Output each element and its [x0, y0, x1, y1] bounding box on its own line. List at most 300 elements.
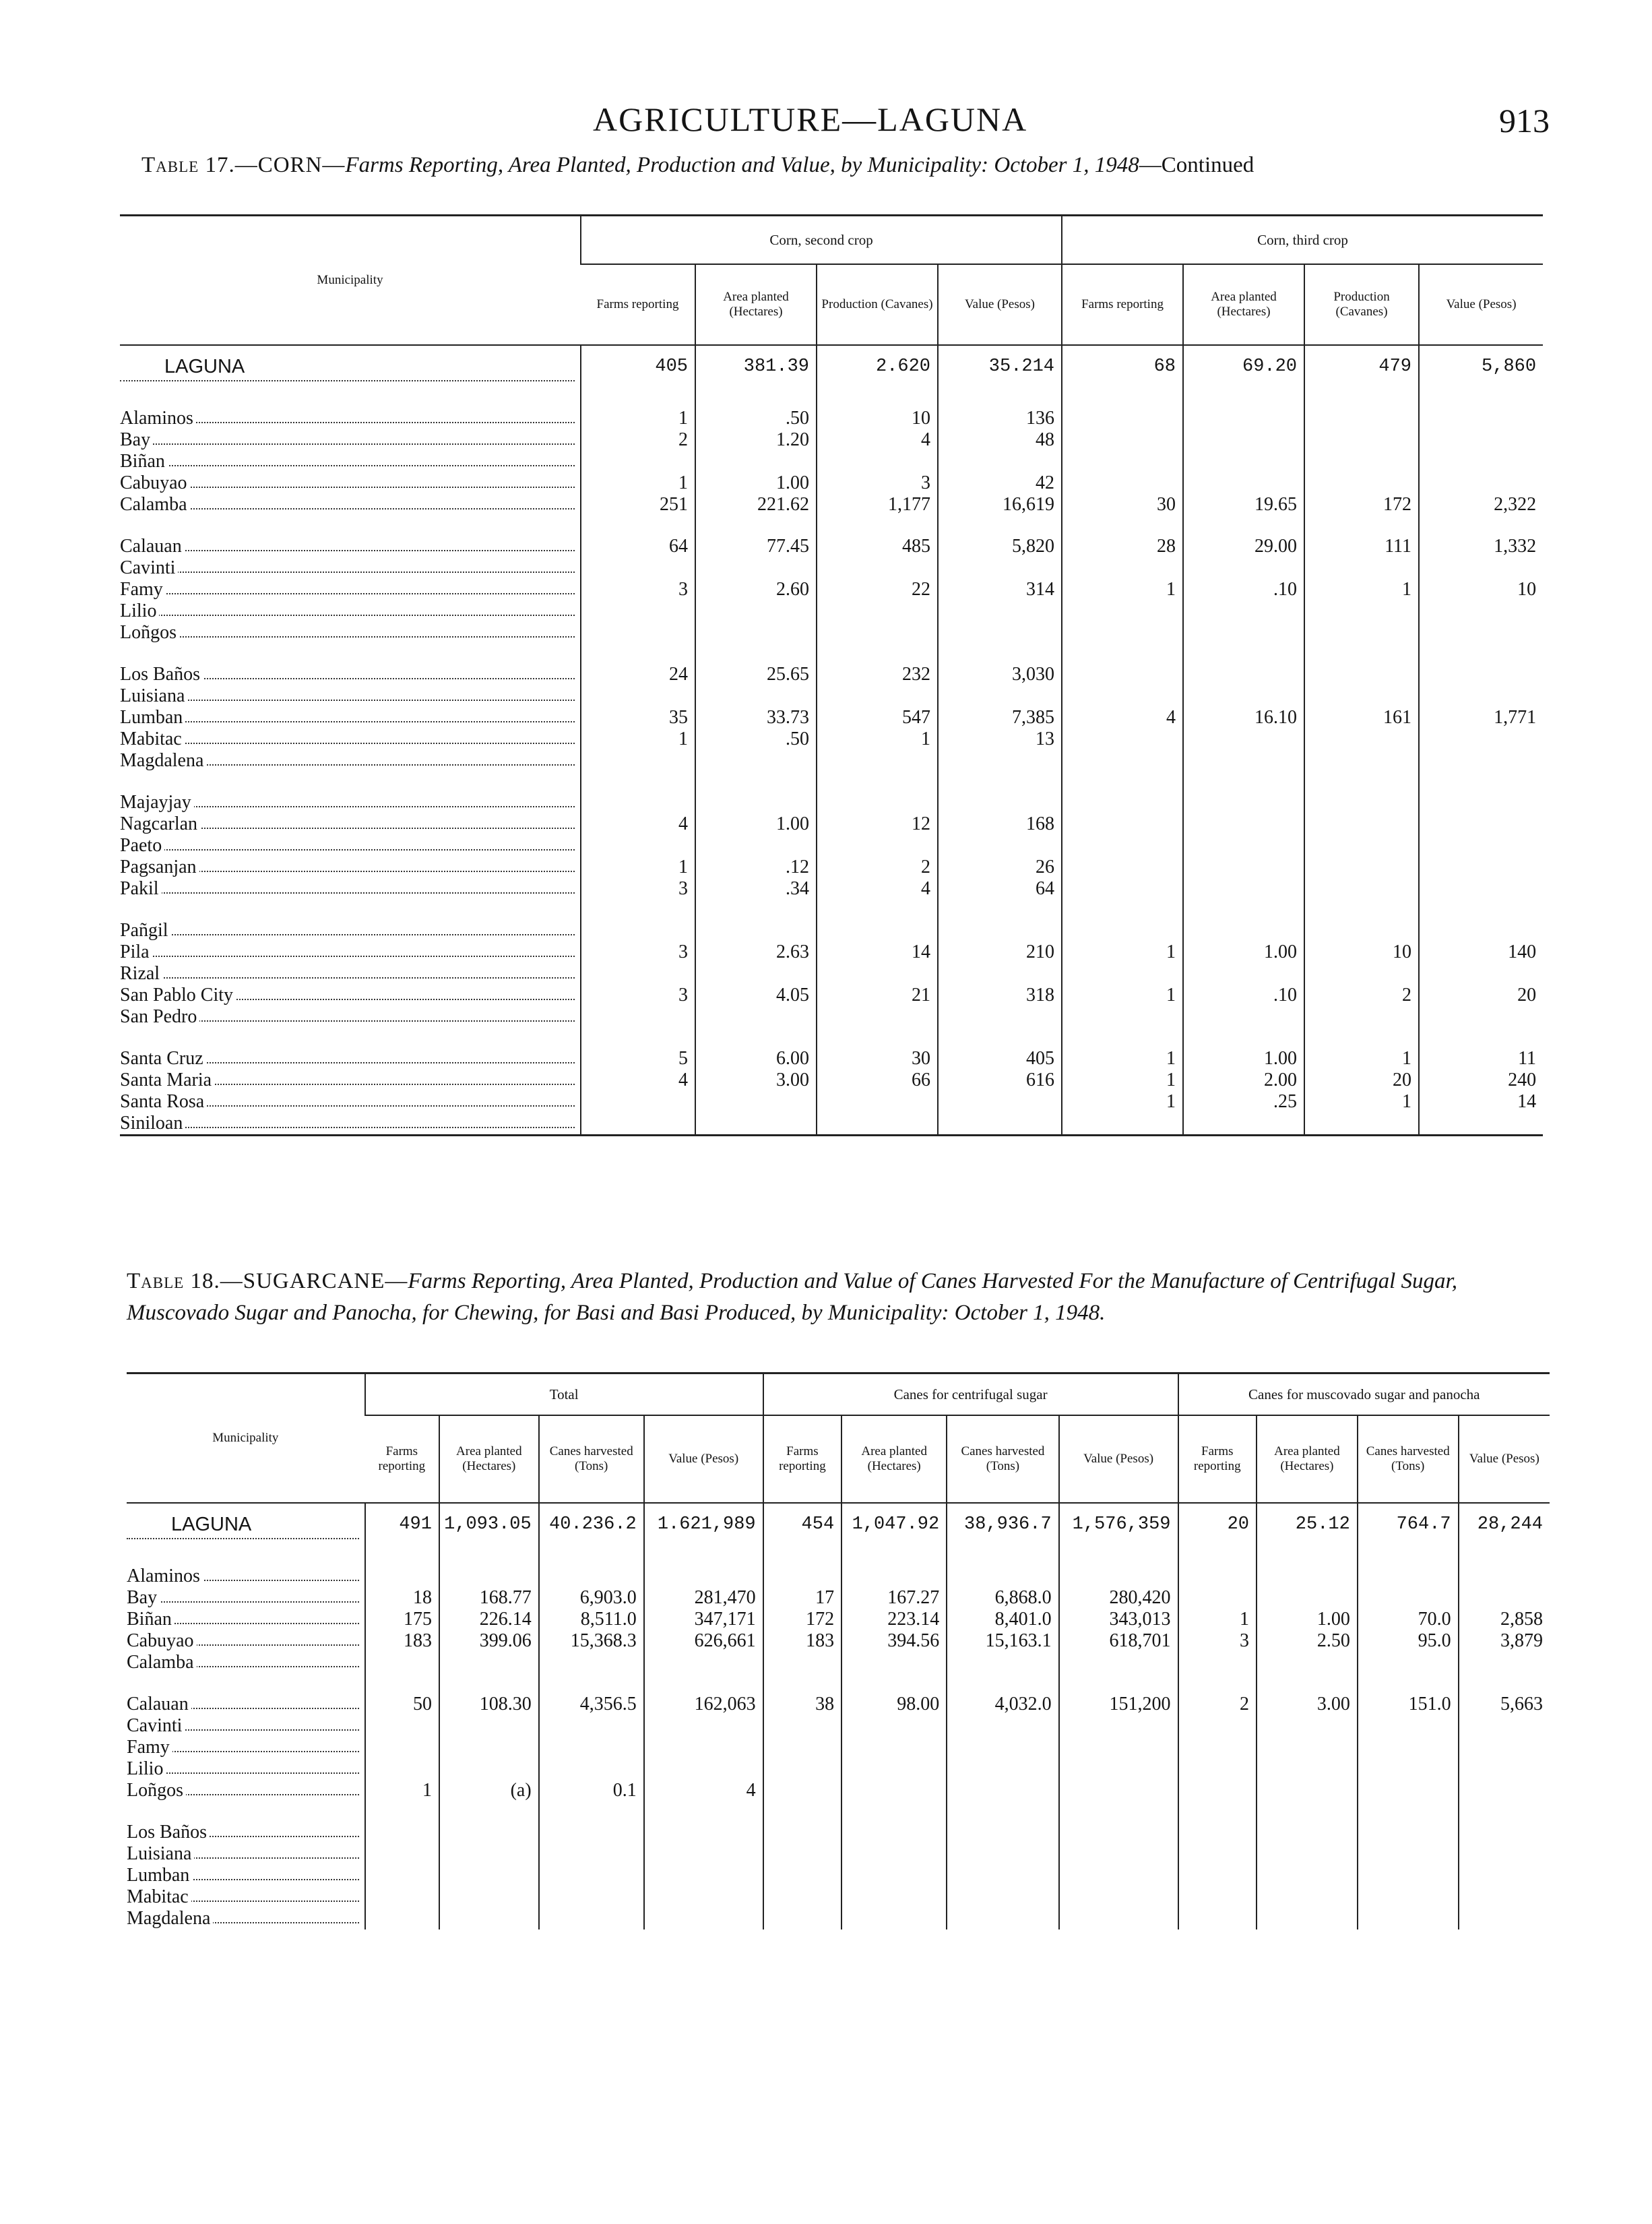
table-cell: 14	[1419, 1091, 1543, 1113]
table-cell: 18	[365, 1587, 439, 1609]
spacer-cell	[947, 1545, 1058, 1566]
table-cell	[1062, 664, 1183, 685]
municipality-label: Loñgos	[127, 1780, 186, 1801]
table-cell	[1419, 857, 1543, 878]
table-cell	[1178, 1780, 1257, 1801]
spacer-cell	[1062, 388, 1183, 408]
table-cell	[1257, 1566, 1358, 1587]
table-cell	[1358, 1758, 1459, 1780]
table-cell: .50	[695, 729, 817, 750]
spacer-cell	[1358, 1673, 1459, 1694]
row-spacer	[120, 516, 1543, 536]
table-cell: 7,385	[938, 707, 1062, 729]
municipality-label: Pakil	[120, 878, 162, 899]
table-cell	[1304, 920, 1419, 941]
table-cell: 318	[938, 985, 1062, 1006]
table-cell	[581, 963, 695, 985]
table-cell: 5	[581, 1048, 695, 1070]
table-cell	[947, 1908, 1058, 1929]
spacer-cell	[1183, 516, 1304, 536]
spacer-cell	[1183, 772, 1304, 792]
table-row	[120, 408, 1543, 429]
table-cell	[1304, 813, 1419, 835]
table-cell: 4	[817, 429, 938, 451]
table-cell	[1304, 750, 1419, 772]
table-cell	[1459, 1566, 1550, 1587]
table-cell: 3	[581, 878, 695, 900]
table-cell: 3,879	[1459, 1630, 1550, 1652]
municipality-name	[120, 1113, 581, 1136]
table17-corn	[120, 214, 1543, 1136]
table-cell	[1459, 1758, 1550, 1780]
table-cell	[695, 1091, 817, 1113]
table-cell	[1304, 472, 1419, 494]
table-cell	[938, 1113, 1062, 1136]
table-cell	[1257, 1822, 1358, 1843]
table-cell	[539, 1843, 644, 1865]
municipality-label: Magdalena	[127, 1908, 213, 1929]
table-cell	[1178, 1566, 1257, 1587]
table-cell	[1059, 1758, 1178, 1780]
table-cell	[644, 1737, 763, 1758]
municipality-name	[120, 1048, 581, 1070]
table-cell: 6,868.0	[947, 1587, 1058, 1609]
municipality-label: Santa Rosa	[120, 1091, 207, 1112]
municipality-label: Biñan	[120, 451, 168, 472]
table-cell	[1062, 835, 1183, 857]
municipality-label: Los Baños	[127, 1822, 210, 1843]
table-cell: 162,063	[644, 1694, 763, 1715]
table-cell: 281,470	[644, 1587, 763, 1609]
table-cell	[947, 1780, 1058, 1801]
table-cell	[1183, 920, 1304, 941]
municipality-name	[127, 1630, 365, 1652]
table-cell: 226.14	[439, 1609, 539, 1630]
spacer-cell	[1062, 1028, 1183, 1048]
table-cell	[1178, 1715, 1257, 1737]
municipality-label: Lumban	[120, 707, 185, 728]
table-cell: 1,047.92	[841, 1503, 947, 1545]
table-cell	[763, 1780, 842, 1801]
municipality-label: Paeto	[120, 835, 164, 856]
table-cell	[1257, 1737, 1358, 1758]
table-cell	[539, 1566, 644, 1587]
table-cell: 183	[365, 1630, 439, 1652]
table-cell: 2,322	[1419, 494, 1543, 516]
table-cell: 6,903.0	[539, 1587, 644, 1609]
table-row	[127, 1758, 1550, 1780]
table-cell: 20	[1419, 985, 1543, 1006]
table-cell	[439, 1908, 539, 1929]
table-cell: 21	[817, 985, 938, 1006]
table-cell	[1419, 685, 1543, 707]
table-row	[127, 1737, 1550, 1758]
table-cell	[365, 1865, 439, 1886]
table-cell	[1059, 1865, 1178, 1886]
table-cell: 1,771	[1419, 707, 1543, 729]
municipality-label: LAGUNA	[171, 1514, 254, 1535]
spacer-cell	[365, 1545, 439, 1566]
table-cell: 2.620	[817, 345, 938, 388]
municipality-label: Majayjay	[120, 792, 194, 813]
table-cell	[947, 1737, 1058, 1758]
table-cell	[1183, 429, 1304, 451]
spacer-cell	[1459, 1673, 1550, 1694]
table-cell	[1257, 1865, 1358, 1886]
spacer-cell	[1304, 772, 1419, 792]
table-cell: (a)	[439, 1780, 539, 1801]
table-cell: 2	[1178, 1694, 1257, 1715]
table-cell	[1059, 1780, 1178, 1801]
table-cell	[1178, 1908, 1257, 1929]
table18-caption	[127, 1266, 1548, 1329]
table-cell	[1304, 1113, 1419, 1136]
spacer-cell	[817, 388, 938, 408]
table-cell: 77.45	[695, 536, 817, 557]
table-cell	[1358, 1737, 1459, 1758]
table-cell	[695, 685, 817, 707]
table-cell: 172	[763, 1609, 842, 1630]
spacer-cell	[938, 1028, 1062, 1048]
spacer-cell	[581, 900, 695, 920]
row-spacer	[127, 1801, 1550, 1822]
municipality-label: Calamba	[120, 494, 190, 515]
table-cell	[581, 622, 695, 644]
row-spacer	[127, 1545, 1550, 1566]
municipality-label: Famy	[120, 579, 166, 600]
spacer-cell	[644, 1545, 763, 1566]
row-spacer	[120, 772, 1543, 792]
table-cell	[938, 557, 1062, 579]
table-cell	[1059, 1886, 1178, 1908]
table-cell	[581, 685, 695, 707]
table-cell	[695, 600, 817, 622]
spacer-cell	[120, 772, 581, 792]
table-cell: 20	[1304, 1070, 1419, 1091]
spacer-cell	[1183, 900, 1304, 920]
table-cell: 48	[938, 429, 1062, 451]
table-cell: 2,858	[1459, 1609, 1550, 1630]
municipality-label: Bay	[120, 429, 153, 450]
table-cell	[644, 1715, 763, 1737]
table-cell	[644, 1652, 763, 1673]
municipality-label: Famy	[127, 1737, 172, 1758]
spacer-cell	[695, 772, 817, 792]
table-cell: 38,936.7	[947, 1503, 1058, 1545]
table-cell: 626,661	[644, 1630, 763, 1652]
table-cell	[1257, 1715, 1358, 1737]
row-spacer	[120, 388, 1543, 408]
table-cell: 13	[938, 729, 1062, 750]
row-spacer	[127, 1673, 1550, 1694]
table-cell	[817, 685, 938, 707]
municipality-label: San Pablo City	[120, 985, 236, 1006]
municipality-label: Luisiana	[127, 1843, 194, 1864]
table-cell	[539, 1886, 644, 1908]
table-cell	[1419, 963, 1543, 985]
table-cell: 223.14	[841, 1609, 947, 1630]
table17-continued: —Continued	[1139, 153, 1254, 177]
column-header: Value (Pesos)	[1419, 264, 1543, 345]
table-cell	[841, 1843, 947, 1865]
municipality-label: Calauan	[120, 536, 185, 557]
table-cell: 485	[817, 536, 938, 557]
spacer-cell	[1419, 772, 1543, 792]
table-cell	[1358, 1886, 1459, 1908]
table-cell: 1	[1062, 1048, 1183, 1070]
spacer-cell	[120, 644, 581, 664]
table-cell	[817, 963, 938, 985]
table-cell	[763, 1566, 842, 1587]
municipality-label: Santa Cruz	[120, 1048, 206, 1069]
table-cell	[1183, 600, 1304, 622]
table-cell	[1062, 792, 1183, 813]
table-row	[120, 792, 1543, 813]
spacer-cell	[817, 1028, 938, 1048]
table-cell: 64	[581, 536, 695, 557]
table-cell	[365, 1652, 439, 1673]
table-cell	[644, 1886, 763, 1908]
table-cell	[1183, 813, 1304, 835]
table-row	[120, 429, 1543, 451]
table-cell	[1178, 1822, 1257, 1843]
table-cell	[947, 1822, 1058, 1843]
spacer-cell	[1304, 516, 1419, 536]
table-cell	[1459, 1780, 1550, 1801]
spacer-cell	[1358, 1545, 1459, 1566]
municipality-name	[127, 1758, 365, 1780]
table-cell: 66	[817, 1070, 938, 1091]
column-header: Value (Pesos)	[1059, 1415, 1178, 1503]
table-cell	[439, 1715, 539, 1737]
column-header: Value (Pesos)	[938, 264, 1062, 345]
table-cell	[1358, 1865, 1459, 1886]
table-cell: 1	[1304, 1091, 1419, 1113]
municipality-name	[120, 1091, 581, 1113]
table-cell	[1178, 1886, 1257, 1908]
table-cell	[1419, 600, 1543, 622]
municipality-name	[120, 579, 581, 600]
spacer-cell	[947, 1801, 1058, 1822]
table-cell	[365, 1715, 439, 1737]
table-cell	[1178, 1587, 1257, 1609]
table-cell	[841, 1865, 947, 1886]
table-cell	[1257, 1587, 1358, 1609]
table-cell	[938, 1091, 1062, 1113]
table-cell: 381.39	[695, 345, 817, 388]
municipality-name	[120, 536, 581, 557]
table-cell	[938, 622, 1062, 644]
table-cell: .12	[695, 857, 817, 878]
table-cell	[841, 1908, 947, 1929]
table-cell: 151.0	[1358, 1694, 1459, 1715]
table-cell	[1358, 1780, 1459, 1801]
table-cell: 1	[581, 857, 695, 878]
table-row	[120, 985, 1543, 1006]
spacer-cell	[365, 1673, 439, 1694]
table-cell	[947, 1843, 1058, 1865]
table-cell	[1062, 451, 1183, 472]
table-cell	[841, 1737, 947, 1758]
spacer-cell	[763, 1545, 842, 1566]
table-cell	[841, 1715, 947, 1737]
municipality-name	[120, 664, 581, 685]
table-cell	[581, 792, 695, 813]
municipality-name	[120, 1070, 581, 1091]
table-cell	[841, 1822, 947, 1843]
table-cell: 1	[1062, 579, 1183, 600]
column-header: Production (Cavanes)	[1304, 264, 1419, 345]
table-cell	[581, 1006, 695, 1028]
table-cell	[365, 1843, 439, 1865]
table-cell: 168	[938, 813, 1062, 835]
table-cell: 1	[581, 408, 695, 429]
spacer-cell	[1183, 388, 1304, 408]
table-cell: 108.30	[439, 1694, 539, 1715]
table-cell	[763, 1908, 842, 1929]
table-cell: 1.621,989	[644, 1503, 763, 1545]
table-cell	[581, 920, 695, 941]
table-cell	[1358, 1908, 1459, 1929]
table-cell: 280,420	[1059, 1587, 1178, 1609]
table-row	[120, 536, 1543, 557]
spacer-cell	[1419, 900, 1543, 920]
municipality-label: Cavinti	[120, 557, 178, 578]
spacer-cell	[841, 1801, 947, 1822]
table18-sugarcane	[127, 1372, 1550, 1929]
table-cell: 68	[1062, 345, 1183, 388]
table-cell: .10	[1183, 579, 1304, 600]
table-cell: 1	[1304, 1048, 1419, 1070]
table-row	[127, 1587, 1550, 1609]
municipality-name	[120, 835, 581, 857]
municipality-name	[120, 685, 581, 707]
table17-description: Farms Reporting, Area Planted, Production and Value, by Municipality: October 1, 1948	[345, 153, 1139, 177]
table-row	[120, 920, 1543, 941]
table-cell: 454	[763, 1503, 842, 1545]
municipality-name	[120, 857, 581, 878]
spacer-cell	[695, 388, 817, 408]
table-cell	[947, 1865, 1058, 1886]
table-cell	[817, 557, 938, 579]
municipality-name	[127, 1908, 365, 1929]
table-cell	[365, 1566, 439, 1587]
table-cell	[1059, 1843, 1178, 1865]
table-row	[120, 878, 1543, 900]
table-cell: 616	[938, 1070, 1062, 1091]
table-cell: 2	[817, 857, 938, 878]
table-cell	[695, 835, 817, 857]
table-cell: 12	[817, 813, 938, 835]
spacer-cell	[1459, 1545, 1550, 1566]
spacer-cell	[439, 1545, 539, 1566]
municipality-label: Lilio	[120, 600, 159, 621]
table-cell	[695, 1113, 817, 1136]
table-cell	[841, 1780, 947, 1801]
municipality-name	[127, 1566, 365, 1587]
table-row	[127, 1780, 1550, 1801]
table-row	[127, 1609, 1550, 1630]
table-cell	[365, 1737, 439, 1758]
spacer-cell	[1419, 388, 1543, 408]
table-row	[120, 622, 1543, 644]
table-cell: 547	[817, 707, 938, 729]
table-cell: 2.00	[1183, 1070, 1304, 1091]
spacer-cell	[1178, 1801, 1257, 1822]
table-cell: 343,013	[1059, 1609, 1178, 1630]
municipality-name	[120, 963, 581, 985]
table-cell	[1178, 1843, 1257, 1865]
table-cell	[581, 557, 695, 579]
table-cell	[1062, 813, 1183, 835]
spacer-cell	[1183, 1028, 1304, 1048]
table-cell	[841, 1566, 947, 1587]
table-cell	[938, 963, 1062, 985]
spacer-cell	[581, 772, 695, 792]
table-cell: 1,332	[1419, 536, 1543, 557]
table-cell	[817, 451, 938, 472]
table-cell	[1419, 1006, 1543, 1028]
spacer-cell	[1062, 900, 1183, 920]
municipality-name	[120, 429, 581, 451]
table-cell	[817, 622, 938, 644]
table-cell	[695, 451, 817, 472]
table-cell	[1059, 1652, 1178, 1673]
table-cell: 1.00	[1257, 1609, 1358, 1630]
municipality-label: Lumban	[127, 1865, 192, 1886]
table-cell	[1062, 557, 1183, 579]
table-cell: 1	[581, 472, 695, 494]
table-cell	[644, 1822, 763, 1843]
table-cell	[1183, 472, 1304, 494]
table-cell	[1304, 429, 1419, 451]
table-cell	[1183, 835, 1304, 857]
column-header: Area planted (Hectares)	[1257, 1415, 1358, 1503]
table-cell: 20	[1178, 1503, 1257, 1545]
table-cell: 1	[1062, 1070, 1183, 1091]
table18-description: Farms Reporting, Area Planted, Production and Value of Canes Harvested For the Manufacture of Centrifugal Sugar, Muscovado Sugar and Panocha, for Chewing, for Basi and Basi Produced, by Municipality: October 1, 1948.	[127, 1269, 1457, 1325]
table-cell: 8,401.0	[947, 1609, 1058, 1630]
table-cell: 69.20	[1183, 345, 1304, 388]
table-cell: 10	[1304, 941, 1419, 963]
table-cell	[1062, 622, 1183, 644]
spacer-cell	[581, 1028, 695, 1048]
table-row	[120, 813, 1543, 835]
table-cell: 2	[581, 429, 695, 451]
table-cell	[1459, 1587, 1550, 1609]
table-cell	[1257, 1886, 1358, 1908]
municipality-name	[127, 1843, 365, 1865]
municipality-name	[120, 813, 581, 835]
table-cell	[439, 1652, 539, 1673]
table-cell	[581, 750, 695, 772]
table18-label: Table 18.	[127, 1269, 220, 1293]
municipality-label: Loñgos	[120, 622, 179, 643]
table-cell	[817, 1113, 938, 1136]
spacer-cell	[1257, 1673, 1358, 1694]
table-cell: 4	[581, 813, 695, 835]
spacer-cell	[539, 1545, 644, 1566]
table-cell: 98.00	[841, 1694, 947, 1715]
table-cell	[938, 451, 1062, 472]
municipality-name	[127, 1886, 365, 1908]
table-row	[120, 707, 1543, 729]
table-cell: 3	[581, 579, 695, 600]
table-cell	[1419, 792, 1543, 813]
municipality-name	[120, 750, 581, 772]
spacer-cell	[1178, 1545, 1257, 1566]
table-cell: 19.65	[1183, 494, 1304, 516]
